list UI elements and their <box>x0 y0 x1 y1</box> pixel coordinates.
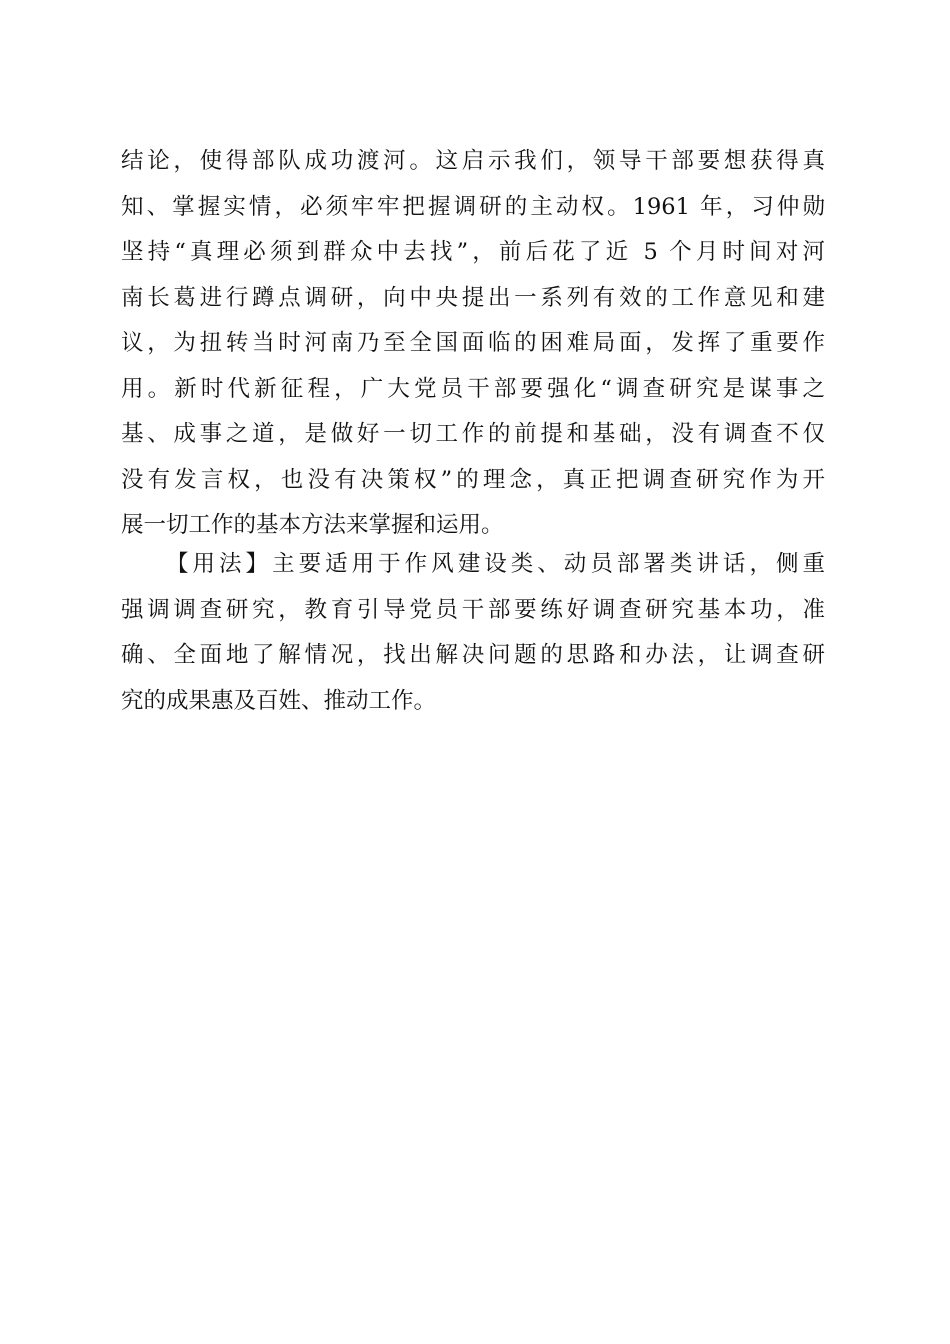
paragraph-line: 展一切工作的基本方法来掌握和运用。 <box>121 512 504 538</box>
paragraph-line: 知、掌握实情，必须牢牢把握调研的主动权。1961 年，习仲勋 <box>121 193 825 220</box>
paragraph-line: 议，为扭转当时河南乃至全国面临的困难局面，发挥了重要作 <box>121 330 825 356</box>
paragraph-line: 基、成事之道，是做好一切工作的前提和基础，没有调查不仅 <box>121 421 825 447</box>
paragraph-line: 结论，使得部队成功渡河。这启示我们，领导干部要想获得真 <box>121 148 825 174</box>
paragraph-body <box>121 139 825 549</box>
paragraph-line: 坚持“真理必须到群众中去找”，前后花了近 5 个月时间对河 <box>121 239 825 265</box>
paragraph-usage <box>121 542 825 724</box>
paragraph-line: 强调调查研究，教育引导党员干部要练好调查研究基本功，准 <box>121 596 825 623</box>
paragraph-line: 【用法】主要适用于作风建设类、动员部署类讲话，侧重 <box>166 551 825 577</box>
paragraph-line: 南长葛进行蹲点调研，向中央提出一系列有效的工作意见和建 <box>121 284 825 311</box>
paragraph-line: 没有发言权，也没有决策权”的理念，真正把调查研究作为开 <box>121 466 825 493</box>
paragraph-line: 确、全面地了解情况，找出解决问题的思路和办法，让调查研 <box>121 642 825 668</box>
paragraph-line: 用。新时代新征程，广大党员干部要强化“调查研究是谋事之 <box>121 375 825 402</box>
paragraph-line: 究的成果惠及百姓、推动工作。 <box>121 687 437 714</box>
